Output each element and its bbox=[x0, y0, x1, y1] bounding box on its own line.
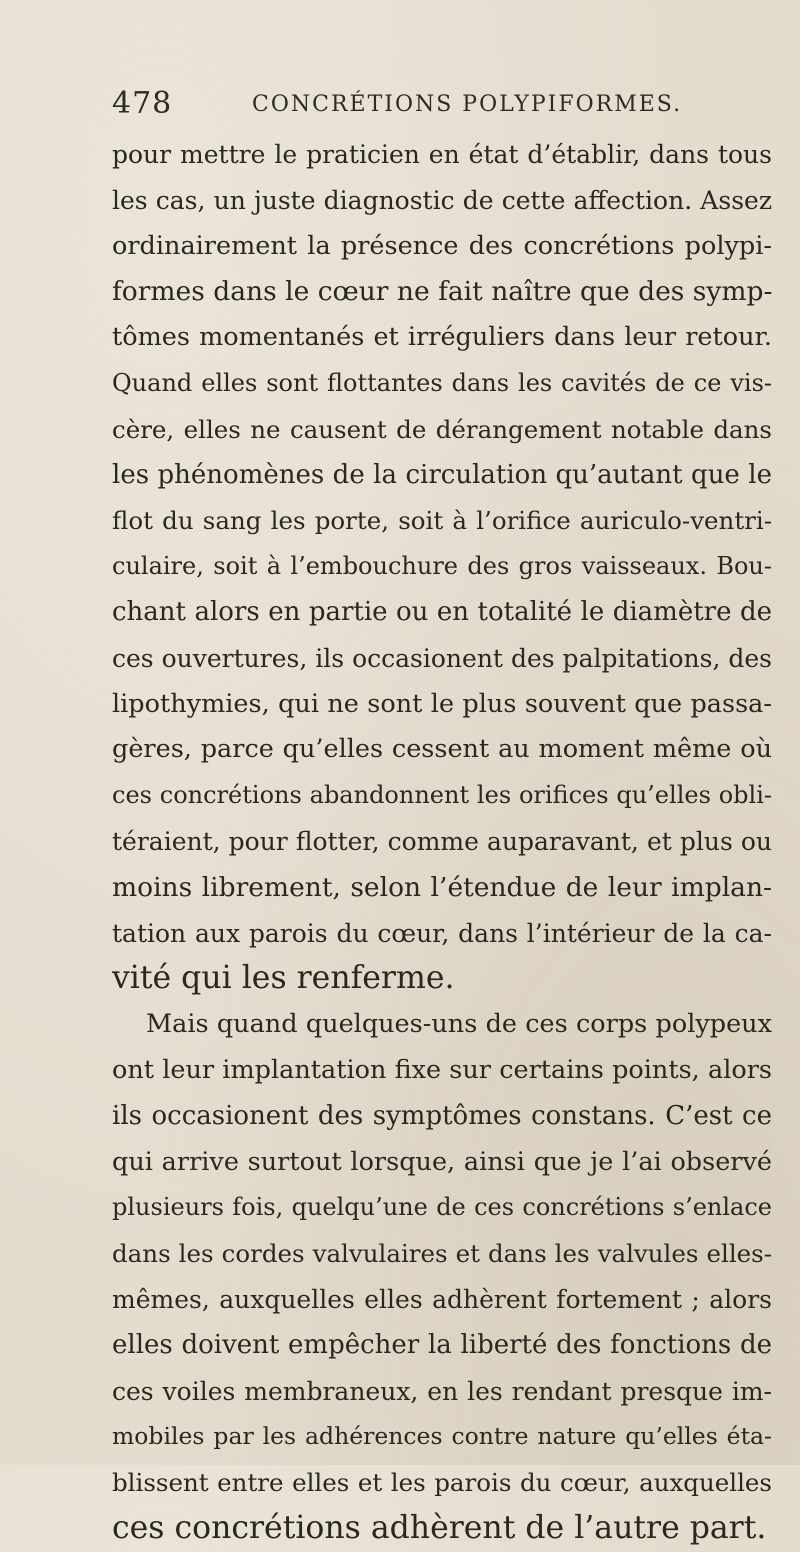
text-line: vité qui les renferme. bbox=[112, 960, 455, 997]
text-line: dans les cordes valvulaires et dans les valvules elles- bbox=[112, 1239, 772, 1269]
text-line: lipothymies, qui ne sont le plus souvent que passa- bbox=[112, 688, 772, 719]
text-line: Mais quand quelques-uns de ces corps polypeux bbox=[146, 1009, 772, 1040]
text-line: les phénomènes de la circulation qu’autant que le bbox=[112, 459, 772, 490]
text-line: blissent entre elles et les parois du cœur, auxquelles bbox=[112, 1468, 772, 1498]
page-number: 478 bbox=[112, 86, 173, 121]
text-line: mobiles par les adhérences contre nature qu’elles éta- bbox=[112, 1422, 772, 1451]
text-line: Quand elles sont flottantes dans les cavités de ce vis- bbox=[112, 368, 772, 397]
text-line: téraient, pour flotter, comme auparavant, et plus ou bbox=[112, 826, 772, 856]
text-line: mêmes, auxquelles elles adhèrent fortement ; alors bbox=[112, 1284, 772, 1314]
text-line: ordinairement la présence des concrétions polypi- bbox=[112, 230, 772, 261]
text-line: ces concrétions abandonnent les orifices qu’elles obli- bbox=[112, 781, 772, 810]
text-line: ces concrétions adhèrent de l’autre part. bbox=[112, 1509, 767, 1546]
text-line: ces ouvertures, ils occasionent des palpitations, des bbox=[112, 643, 772, 673]
text-line: cère, elles ne causent de dérangement notable dans bbox=[112, 414, 772, 444]
text-line: tation aux parois du cœur, dans l’intérieur de la ca- bbox=[112, 918, 772, 948]
running-title: CONCRÉTIONS POLYPIFORMES. bbox=[252, 92, 683, 117]
text-line: qui arrive surtout lorsque, ainsi que je l’ai observé bbox=[112, 1146, 772, 1177]
text-line: les cas, un juste diagnostic de cette affection. Assez bbox=[112, 185, 772, 215]
text-line: ces voiles membraneux, en les rendant presque im- bbox=[112, 1376, 772, 1406]
running-head bbox=[112, 86, 732, 126]
text-line: chant alors en partie ou en totalité le diamètre de bbox=[112, 596, 772, 627]
text-line: plusieurs fois, quelqu’une de ces concrétions s’enlace bbox=[112, 1193, 772, 1222]
text-line: tômes momentanés et irréguliers dans leur retour. bbox=[112, 322, 772, 353]
text-line: culaire, soit à l’embouchure des gros vaisseaux. Bou- bbox=[112, 552, 772, 581]
text-line: formes dans le cœur ne fait naître que des symp- bbox=[112, 276, 773, 308]
text-line: ils occasionent des symptômes constans. C’est ce bbox=[112, 1100, 772, 1131]
text-line: flot du sang les porte, soit à l’orifice auriculo-ventri- bbox=[112, 506, 772, 536]
text-line: gères, parce qu’elles cessent au moment même où bbox=[112, 734, 772, 765]
body-text bbox=[112, 132, 772, 1552]
text-line: elles doivent empêcher la liberté des fonctions de bbox=[112, 1329, 772, 1360]
text-line: moins librement, selon l’étendue de leur implan- bbox=[112, 871, 772, 903]
text-line: ont leur implantation fixe sur certains points, alors bbox=[112, 1054, 772, 1085]
text-line: pour mettre le praticien en état d’établir, dans tous bbox=[112, 140, 772, 169]
